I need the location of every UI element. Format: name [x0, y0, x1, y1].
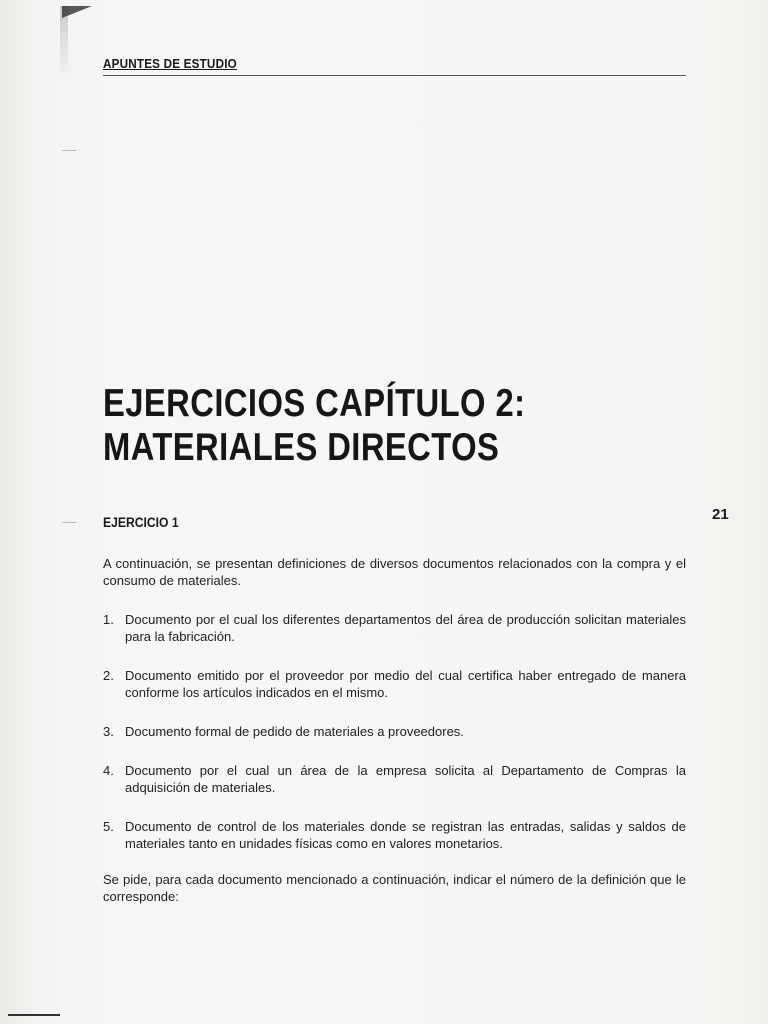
chapter-title-line1: EJERCICIOS CAPÍTULO 2:	[103, 382, 526, 425]
header-title: APUNTES DE ESTUDIO	[103, 56, 237, 71]
item-text: Documento emitido por el proveedor por medio del cual certifica haber entregado de manera conforme los artículos indicados en el mismo.	[125, 668, 686, 700]
item-number: 4.	[103, 763, 114, 778]
exercise-title: EJERCICIO 1	[103, 515, 179, 530]
running-header	[103, 55, 686, 76]
list-item	[103, 611, 686, 645]
scan-corner-mark	[62, 6, 92, 18]
item-text: Documento de control de los materiales donde se registran las entradas, salidas y saldos de materiales tanto en unidades físicas como en valores monetarios.	[125, 819, 686, 851]
list-item	[103, 723, 686, 740]
exercise-instruction: Se pide, para cada documento mencionado a continuación, indicar el número de la definición que le corresponde:	[103, 872, 686, 904]
scan-bottom-mark	[8, 1014, 60, 1016]
item-number: 1.	[103, 612, 114, 627]
page-number: 21	[712, 506, 729, 523]
margin-tick	[62, 150, 76, 151]
item-text: Documento por el cual los diferentes departamentos del área de producción solicitan materiales para la fabricación.	[125, 612, 686, 644]
item-number: 5.	[103, 819, 114, 834]
list-item	[103, 818, 686, 852]
item-text: Documento formal de pedido de materiales a proveedores.	[125, 724, 464, 739]
list-item	[103, 667, 686, 701]
item-number: 2.	[103, 668, 114, 683]
exercise-intro: A continuación, se presentan definiciones de diversos documentos relacionados con la compra y el consumo de materiales.	[103, 556, 686, 588]
item-text: Documento por el cual un área de la empresa solicita al Departamento de Compras la adquisición de materiales.	[125, 763, 686, 795]
item-number: 3.	[103, 724, 114, 739]
definition-list	[103, 611, 686, 874]
list-item	[103, 762, 686, 796]
margin-tick	[62, 522, 76, 523]
chapter-title-line2: MATERIALES DIRECTOS	[103, 426, 500, 469]
chapter-title	[103, 382, 525, 470]
